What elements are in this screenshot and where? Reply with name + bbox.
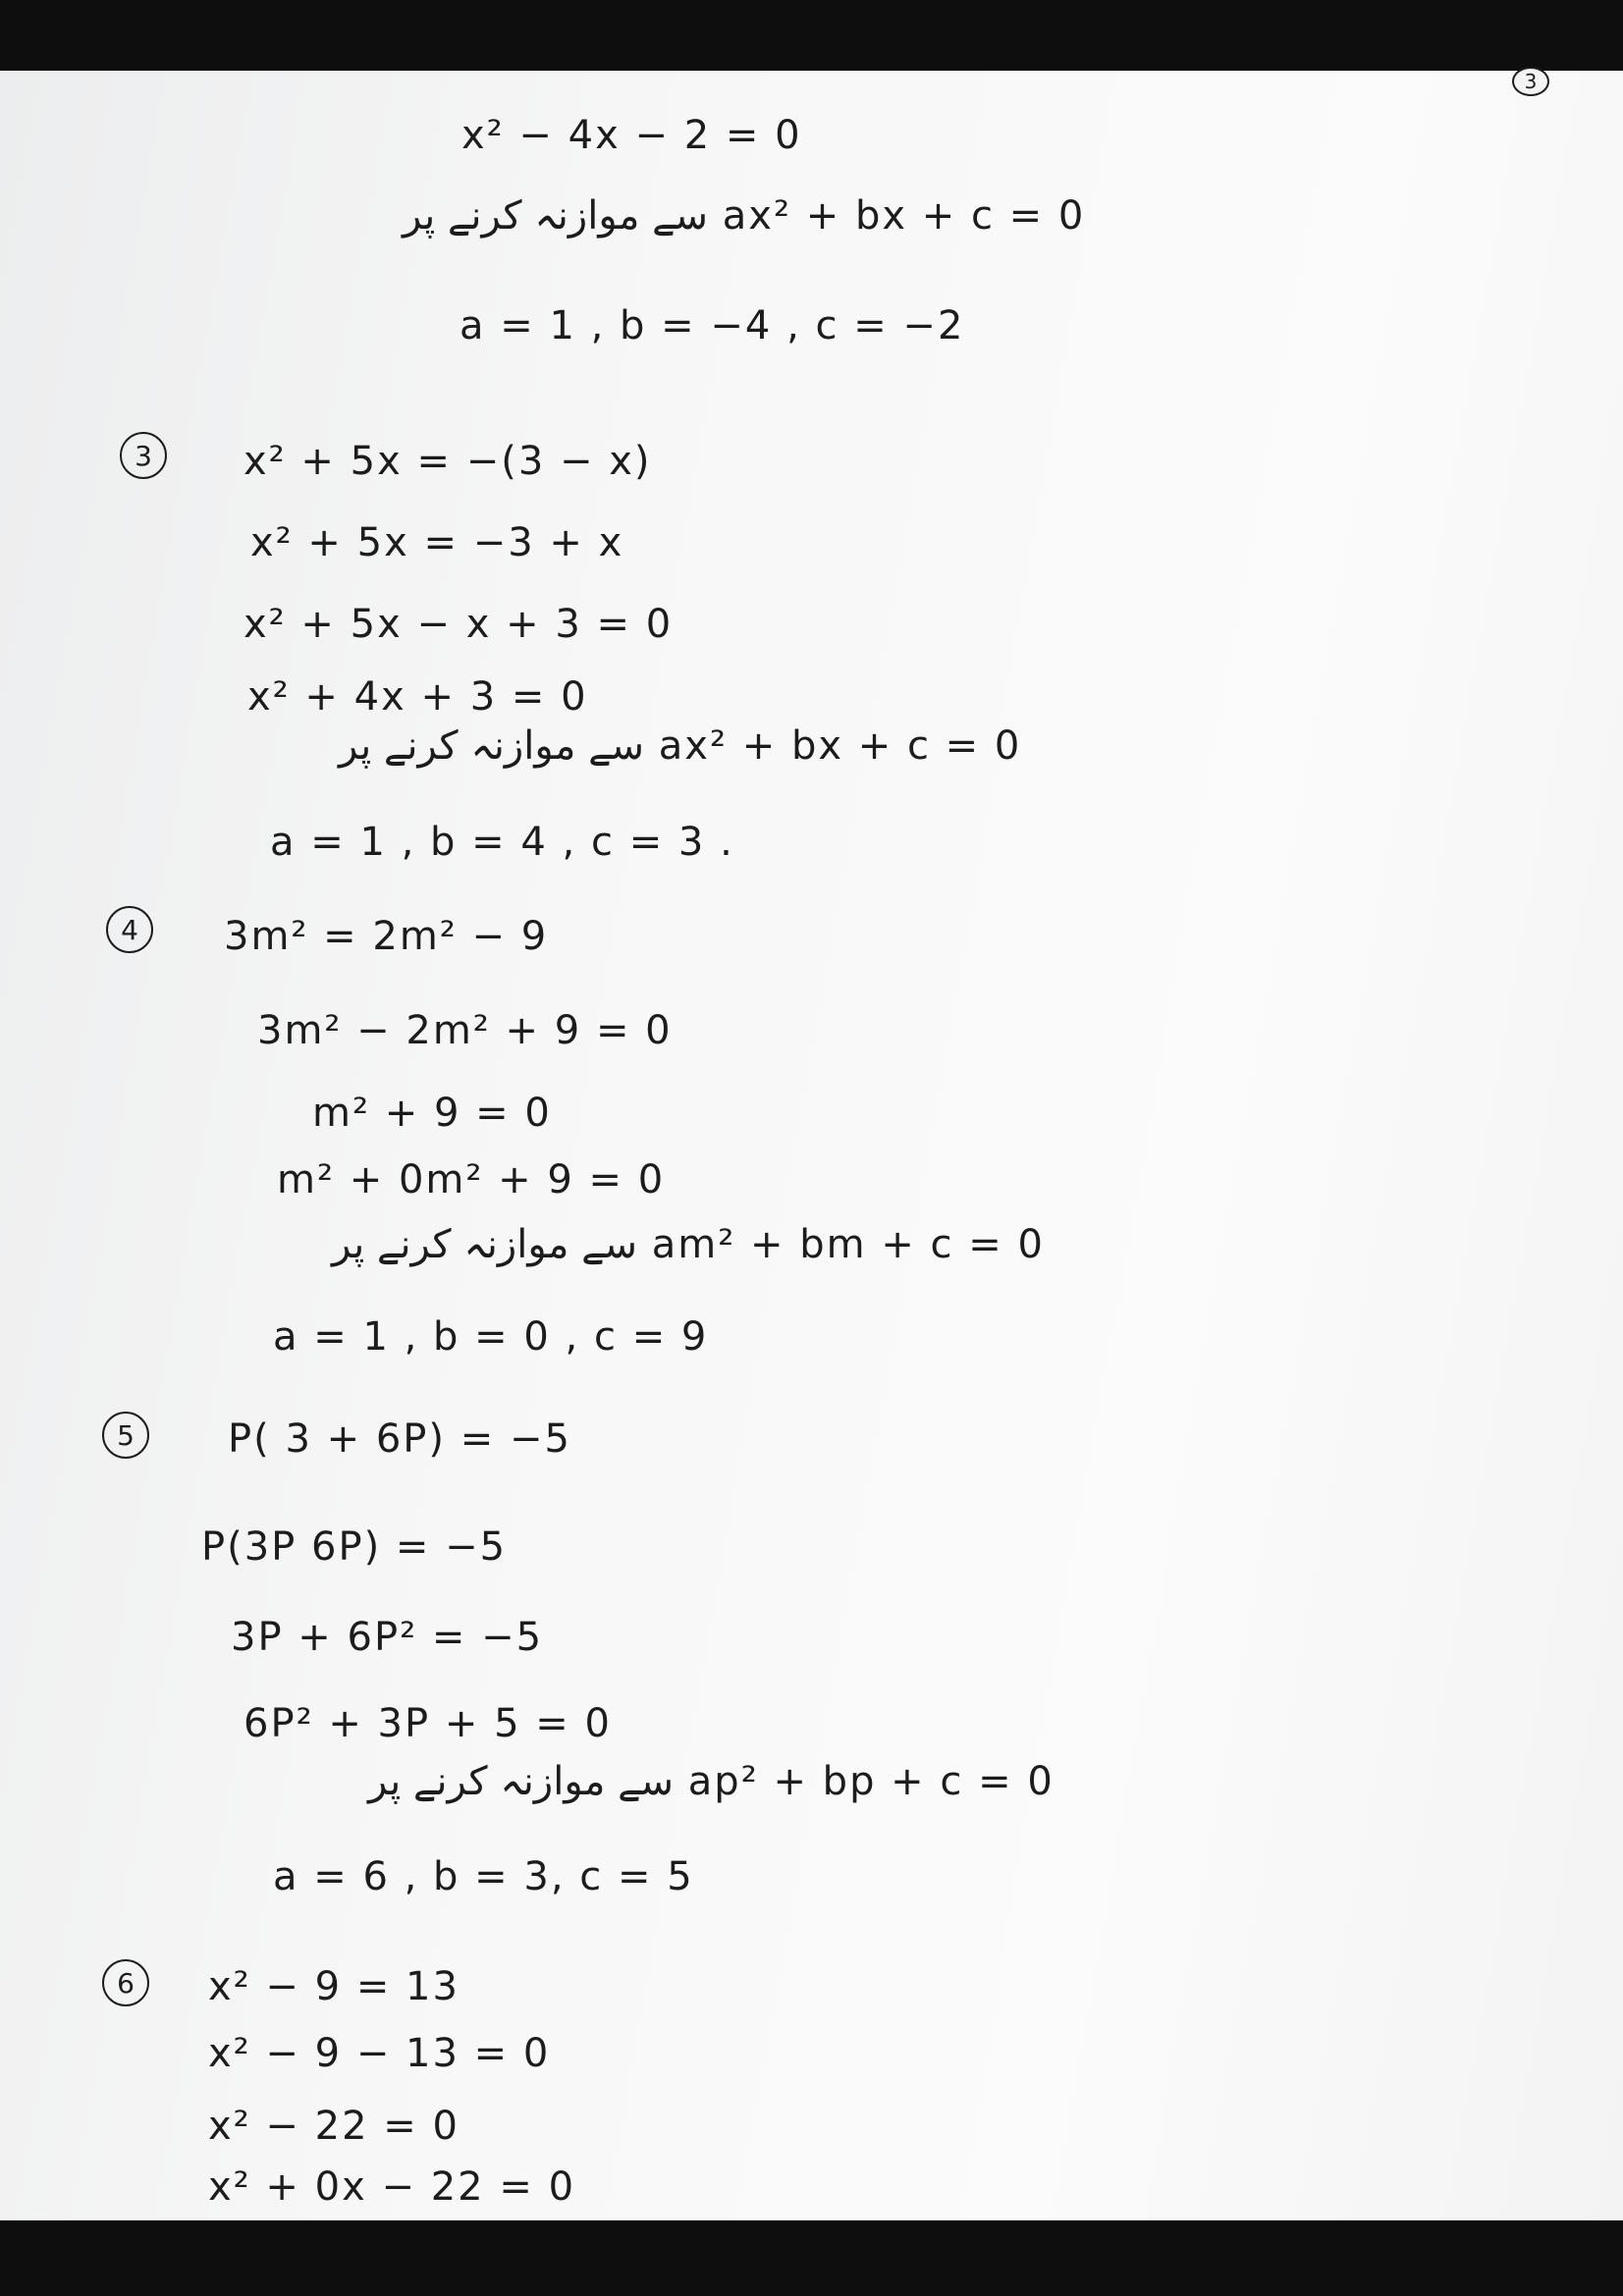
problem-5-compare-line: ap² + bp + c = 0 سے موازنہ کرنے پر [368, 1759, 1055, 1804]
problem-6-line-2: x² − 9 − 13 = 0 [208, 2031, 551, 2076]
problem-4-coefficients: a = 1 , b = 0 , c = 9 [273, 1314, 709, 1360]
problem-4-line-2: 3m² − 2m² + 9 = 0 [257, 1008, 673, 1053]
problem-4-compare-line: am² + bm + c = 0 سے موازنہ کرنے پر [332, 1222, 1045, 1267]
problem-6-line-3: x² − 22 = 0 [208, 2104, 460, 2149]
handwritten-page [0, 71, 1623, 2222]
problem-6-line-1: x² − 9 = 13 [208, 1964, 460, 2009]
page-number: 3 [1512, 67, 1549, 96]
problem-number: 4 [106, 906, 153, 953]
problem-4-line-3: m² + 9 = 0 [312, 1091, 552, 1136]
problem-4-line-1: 3m² = 2m² − 9 [224, 914, 549, 959]
problem-number: 5 [102, 1412, 149, 1459]
problem-3-line-2: x² + 5x = −3 + x [250, 520, 624, 565]
problem-5-line-4: 6P² + 3P + 5 = 0 [243, 1701, 612, 1746]
header-equation: x² − 4x − 2 = 0 [461, 113, 802, 158]
problem-5-coefficients: a = 6 , b = 3, c = 5 [273, 1854, 694, 1899]
problem-5-line-2: P(3P 6P) = −5 [201, 1524, 508, 1570]
problem-3-line-4: x² + 4x + 3 = 0 [247, 674, 588, 720]
header-coefficients: a = 1 , b = −4 , c = −2 [460, 303, 965, 348]
problem-number: 3 [120, 432, 167, 479]
problem-3-compare-line: ax² + bx + c = 0 سے موازنہ کرنے پر [339, 723, 1022, 769]
problem-5-line-1: P( 3 + 6P) = −5 [228, 1416, 571, 1462]
scan-bottom-border [0, 2220, 1623, 2296]
problem-5-line-3: 3P + 6P² = −5 [231, 1615, 544, 1660]
problem-number: 6 [102, 1959, 149, 2006]
header-compare-line: ax² + bx + c = 0 سے موازنہ کرنے پر [403, 193, 1086, 239]
problem-4-line-4: m² + 0m² + 9 = 0 [277, 1157, 666, 1202]
scan-top-border [0, 0, 1623, 79]
problem-3-coefficients: a = 1 , b = 4 , c = 3 . [270, 820, 734, 865]
problem-3-line-1: x² + 5x = −(3 − x) [243, 439, 652, 484]
problem-3-line-3: x² + 5x − x + 3 = 0 [243, 602, 674, 647]
problem-6-line-4: x² + 0x − 22 = 0 [208, 2164, 576, 2210]
